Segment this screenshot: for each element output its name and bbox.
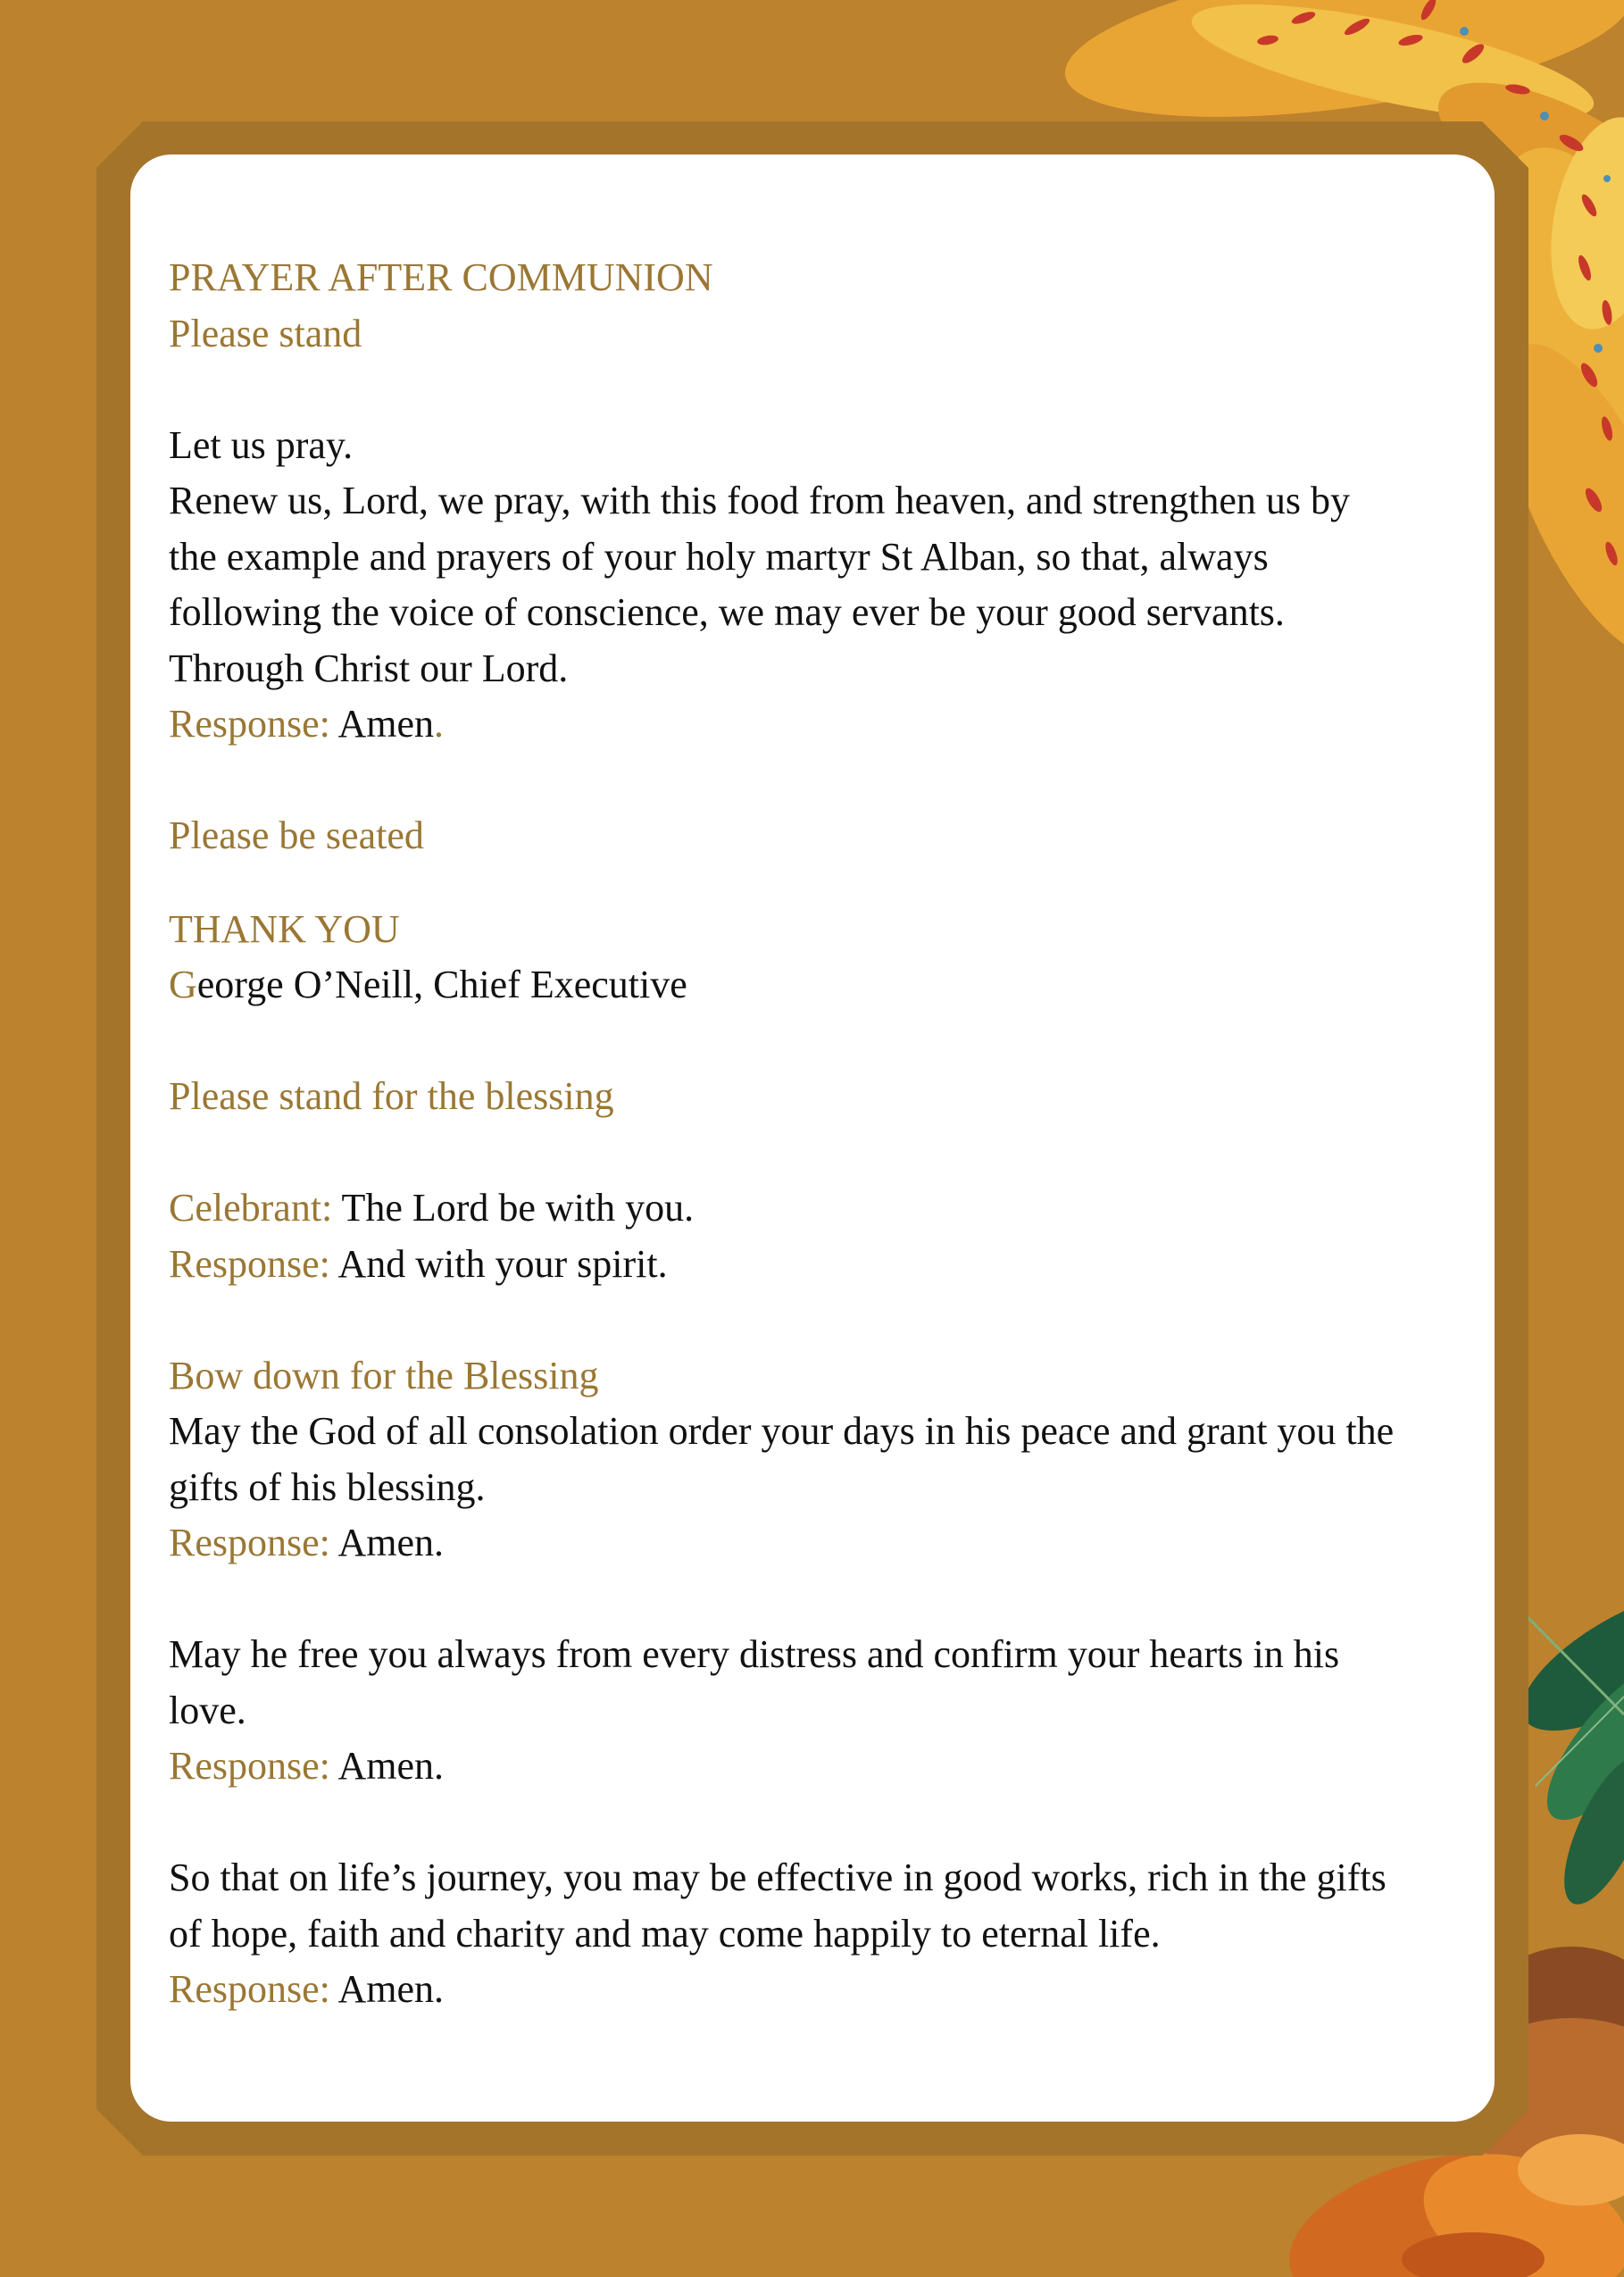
- response-text: Amen: [337, 702, 434, 746]
- instruction-stand-for-blessing: Please stand for the blessing: [169, 1074, 614, 1118]
- invitation-text: Let us pray.: [169, 422, 354, 467]
- section-heading-thank-you: THANK YOU: [169, 906, 400, 951]
- prayer-line: the example and prayers of your holy martyr St Alban, so that, always: [169, 534, 1269, 579]
- spacer: [169, 1013, 1454, 1070]
- response-period: .: [434, 702, 444, 746]
- blessing-line: May he free you always from every distress and confirm your hearts in his: [169, 1632, 1340, 1676]
- dialogue-text: And with your spirit.: [337, 1241, 668, 1286]
- response-line: [169, 1515, 1454, 1572]
- liturgy-text: [169, 250, 1454, 2018]
- response-label: Response:: [169, 1744, 330, 1788]
- instruction-please-be-seated: Please be seated: [169, 813, 424, 857]
- blessing-line: gifts of his blessing.: [169, 1464, 486, 1509]
- spacer: [169, 1125, 1454, 1181]
- response-text: Amen.: [337, 1967, 444, 2011]
- dialogue-line: [169, 1180, 1454, 1237]
- prayer-line: following the voice of conscience, we may ever be your good servants.: [169, 590, 1285, 634]
- response-label: Response:: [169, 1241, 330, 1286]
- blessing-line: love.: [169, 1688, 246, 1732]
- response-line: [169, 1962, 1454, 2018]
- dialogue-text: The Lord be with you.: [341, 1186, 695, 1230]
- blessing-line: So that on life’s journey, you may be effective in good works, rich in the gifts: [169, 1856, 1387, 1899]
- response-line: [169, 696, 1454, 753]
- spacer: [169, 362, 1454, 418]
- section-heading-bow-down: Bow down for the Blessing: [169, 1353, 599, 1397]
- prayer-line: Renew us, Lord, we pray, with this food from heaven, and strengthen us by: [169, 479, 1350, 522]
- spacer: [169, 1572, 1454, 1628]
- speaker-name: eorge O’Neill, Chief Executive: [196, 963, 687, 1006]
- instruction-please-stand: Please stand: [169, 311, 362, 355]
- prayer-line: Through Christ our Lord.: [169, 646, 569, 690]
- response-label: Response:: [169, 1521, 330, 1564]
- speaker-initial: G: [169, 963, 197, 1006]
- response-text: Amen.: [337, 1744, 444, 1788]
- spacer: [169, 753, 1454, 809]
- response-label: Response:: [169, 702, 330, 746]
- spacer: [169, 1795, 1454, 1851]
- response-line: [169, 1739, 1454, 1795]
- blessing-line: of hope, faith and charity and may come happily to eternal life.: [169, 1911, 1161, 1956]
- section-heading-prayer-after-communion: PRAYER AFTER COMMUNION: [169, 255, 713, 299]
- spacer: [169, 864, 1454, 902]
- response-text: Amen.: [337, 1521, 444, 1564]
- celebrant-label: Celebrant:: [169, 1186, 333, 1230]
- dialogue-line: [169, 1237, 1454, 1293]
- blessing-line: May the God of all consolation order your days in his peace and grant you the: [169, 1409, 1395, 1453]
- spacer: [169, 1292, 1454, 1348]
- speaker-line: [169, 957, 1454, 1013]
- response-label: Response:: [169, 1967, 330, 2011]
